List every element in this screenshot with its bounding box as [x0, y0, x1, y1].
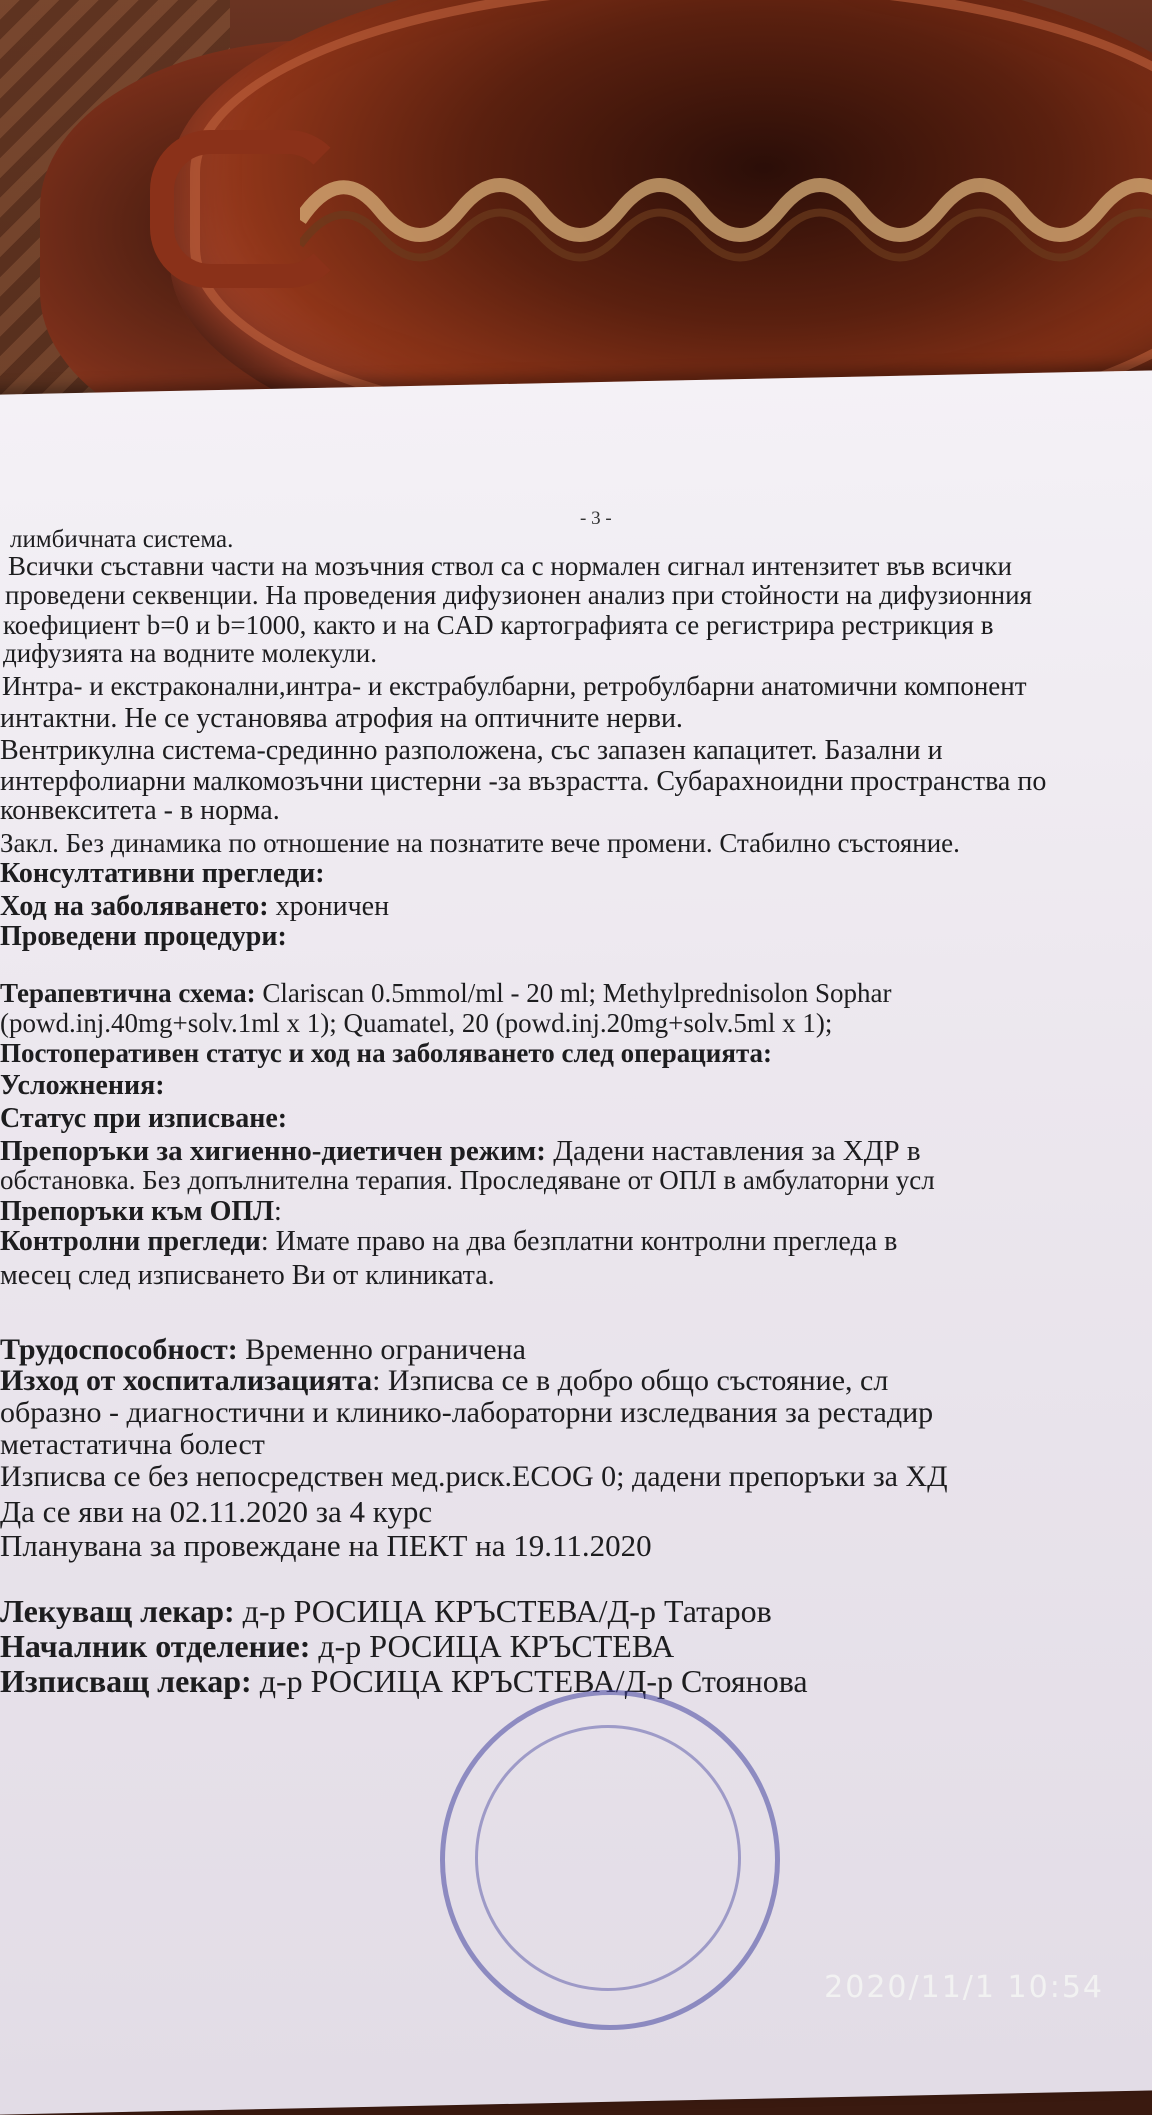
document-line: [0, 1040, 772, 1067]
field-label: Проведени процедури:: [0, 921, 287, 952]
field-text: дифузията на водните молекули.: [3, 638, 377, 668]
field-text: интактни. Не се установява атрофия на оптичните нерви.: [0, 703, 683, 734]
document-line: [0, 797, 280, 825]
field-text: Дадени наставления за ХДР в: [545, 1135, 921, 1167]
field-text: коефициент b=0 и b=1000, както и на CAD картографията се регистрира рестрикция в: [3, 610, 994, 640]
field-text: д-р РОСИЦА КРЪСТЕВА/Д-р Татаров: [234, 1593, 772, 1629]
bowl-handle: [150, 130, 348, 288]
field-label: Началник отделение:: [0, 1628, 311, 1664]
document-line: [0, 1530, 652, 1561]
document-line: [2, 673, 1027, 700]
field-label: Препоръки за хигиенно-диетичен режим:: [0, 1135, 546, 1167]
document-line: [0, 1430, 265, 1460]
document-line: [5, 582, 1032, 609]
field-text: образно - диагностични и клинико-лабораторни изследвания за рестадир: [0, 1396, 934, 1429]
document-line: [0, 860, 325, 888]
document-line: [0, 1072, 165, 1100]
document-line: [0, 830, 960, 857]
stamp-inner-ring: [475, 1725, 741, 1991]
document-line: [0, 768, 1046, 796]
field-text: интерфолиарни малкомозъчни цистерни -за възрастта. Субарахноидни пространства по: [0, 766, 1047, 797]
document-line: [0, 1167, 935, 1194]
field-text: хроничен: [268, 891, 390, 922]
bowl-wave-decoration: [300, 150, 1152, 270]
document-line: [0, 1595, 772, 1627]
field-text: д-р РОСИЦА КРЪСТЕВА: [310, 1628, 675, 1664]
official-stamp: [440, 1690, 780, 2030]
document-line: [0, 1398, 933, 1428]
camera-timestamp: 2020/11/1 10:54: [824, 1970, 1104, 2005]
document-line: [0, 1262, 495, 1290]
field-text: : Имате право на два безплатни контролни прегледа в: [260, 1226, 898, 1257]
field-text: :: [274, 1196, 282, 1227]
document-line: [3, 640, 377, 667]
field-text: Временно ограничена: [237, 1333, 526, 1366]
document-line: [0, 1496, 432, 1527]
document-line: [0, 1105, 287, 1133]
field-label: Консултативни прегледи:: [0, 858, 325, 889]
document-line: [3, 612, 993, 639]
field-text: Интра- и екстраконални,интра- и екстрабулбарни, ретробулбарни анатомични компонент: [2, 671, 1027, 701]
field-text: Закл. Без динамика по отношение на познатите вече промени. Стабилно състояние.: [0, 828, 960, 858]
field-text: месец след изписването Ви от клиниката.: [0, 1260, 495, 1291]
field-label: Трудоспособност:: [0, 1333, 238, 1366]
field-label: Изписващ лекар:: [0, 1663, 252, 1699]
document-line: [10, 527, 233, 552]
field-text: Clariscan 0.5mmol/ml - 20 ml; Methylprednisolon Sophar: [255, 978, 892, 1008]
field-label: Терапевтична схема:: [0, 978, 256, 1008]
field-text: конвекситета - в норма.: [0, 795, 280, 826]
field-label: Препоръки към ОПЛ: [0, 1196, 275, 1227]
document-line: [0, 737, 943, 765]
field-label: Постоперативен статус и ход на заболяването след операцията:: [0, 1038, 773, 1068]
field-text: лимбичната система.: [10, 526, 234, 553]
field-text: д-р РОСИЦА КРЪСТЕВА/Д-р Стоянова: [251, 1663, 808, 1699]
document-line: [0, 1665, 808, 1697]
document-line: [0, 1228, 897, 1256]
document-line: [0, 1198, 282, 1226]
document-line: [0, 1462, 948, 1492]
field-text: обстановка. Без допълнителна терапия. Проследяване от ОПЛ в амбулаторни усл: [0, 1165, 935, 1195]
document-line: [0, 705, 683, 733]
field-text: метастатична болест: [0, 1428, 265, 1461]
field-text: Да се яви на 02.11.2020 за 4 курс: [0, 1494, 433, 1529]
field-label: Ход на заболяването:: [0, 891, 269, 922]
field-label: Контролни прегледи: [0, 1226, 261, 1257]
field-label: Изход от хоспитализацията: [0, 1364, 373, 1397]
field-label: Статус при изписване:: [0, 1103, 288, 1134]
field-text: Вентрикулна система-срединно разположена, със запазен капацитет. Базални и: [0, 735, 943, 766]
document-line: [0, 1630, 674, 1662]
document-line: [0, 1010, 832, 1037]
document-line: [0, 1335, 526, 1365]
field-text: : Изписва се в добро общо състояние, сл: [372, 1364, 889, 1397]
document-line: [0, 980, 892, 1007]
document-line: [0, 1137, 921, 1166]
field-text: (powd.inj.40mg+solv.1ml x 1); Quamatel, 20 (powd.inj.20mg+solv.5ml x 1);: [0, 1008, 833, 1038]
page-number: - 3 -: [580, 508, 612, 529]
field-text: проведени секвенции. На проведения дифузионен анализ при стойности на дифузионния: [5, 580, 1032, 610]
field-label: Лекуващ лекар:: [0, 1593, 235, 1629]
field-text: Всички съставни части на мозъчния ствол са с нормален сигнал интензитет във всички: [8, 551, 1012, 581]
field-text: Планувана за провеждане на ПЕКТ на 19.11.2020: [0, 1528, 652, 1563]
document-line: [0, 893, 389, 921]
document-line: [0, 923, 287, 951]
document-line: [0, 1366, 888, 1396]
field-text: Изписва се без непосредствен мед.риск.ECOG 0; дадени препоръки за ХД: [0, 1460, 948, 1493]
field-label: Усложнения:: [0, 1070, 165, 1101]
document-line: [8, 553, 1012, 580]
